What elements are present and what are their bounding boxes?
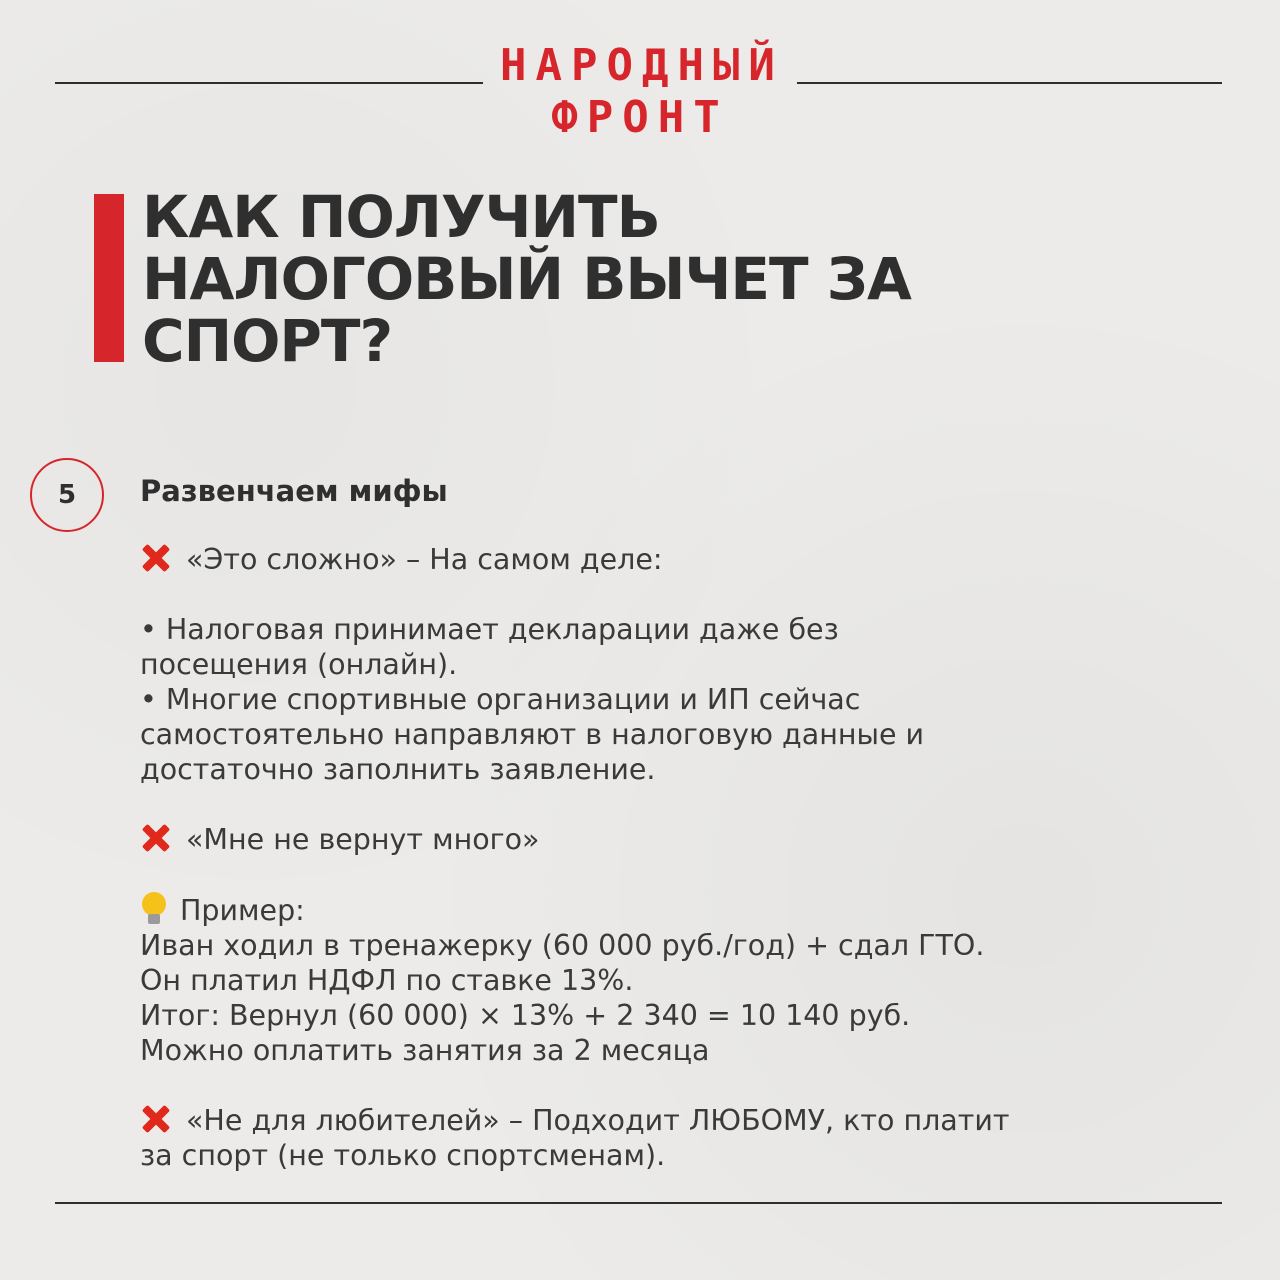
cross-mark-icon [140,542,172,574]
title-accent-bar [94,194,124,362]
myth-2-text: «Мне не вернут много» [186,823,540,856]
myth-1-heading [140,542,1220,577]
myth-3-text: «Не для любителей» – Подходит ЛЮБОМУ, кто платит [186,1104,1010,1137]
myth-1-point: • Многие спортивные организации и ИП сейчас [140,683,861,716]
logo [500,38,784,146]
content-body [140,542,1220,1173]
myth-3-heading [140,1103,1220,1138]
step-number-badge [30,458,104,532]
section-title: Развенчаем мифы [140,474,448,508]
example-heading [140,892,1220,928]
top-divider-left [55,82,483,84]
logo-line-2: ФРОНТ [551,92,729,143]
myth-1-point: самостоятельно направляют в налоговую данные и [140,718,925,751]
top-divider-right [797,82,1222,84]
example-label: Пример: [180,894,305,927]
page-title: КАК ПОЛУЧИТЬ НАЛОГОВЫЙ ВЫЧЕТ ЗА СПОРТ? [142,183,911,375]
myth-1-point: • Налоговая принимает декларации даже без [140,613,839,646]
light-bulb-icon [140,892,168,926]
logo-line-1: НАРОДНЫЙ [500,40,784,91]
myth-1-text: «Это сложно» – На самом деле: [186,543,663,576]
example-line: Можно оплатить занятия за 2 месяца [140,1034,710,1067]
bottom-divider [55,1202,1222,1204]
example-line: Он платил НДФЛ по ставке 13%. [140,964,634,997]
example-line: Иван ходил в тренажерку (60 000 руб./год) + сдал ГТО. [140,929,985,962]
step-number: 5 [57,480,77,510]
myth-1-point: достаточно заполнить заявление. [140,753,656,786]
cross-mark-icon [140,822,172,854]
cross-mark-icon [140,1103,172,1135]
example-line: Итог: Вернул (60 000) × 13% + 2 340 = 10 140 руб. [140,999,911,1032]
myth-2-heading [140,822,1220,857]
myth-3-text-continued: за спорт (не только спортсменам). [140,1139,666,1172]
myth-1-point: посещения (онлайн). [140,648,458,681]
